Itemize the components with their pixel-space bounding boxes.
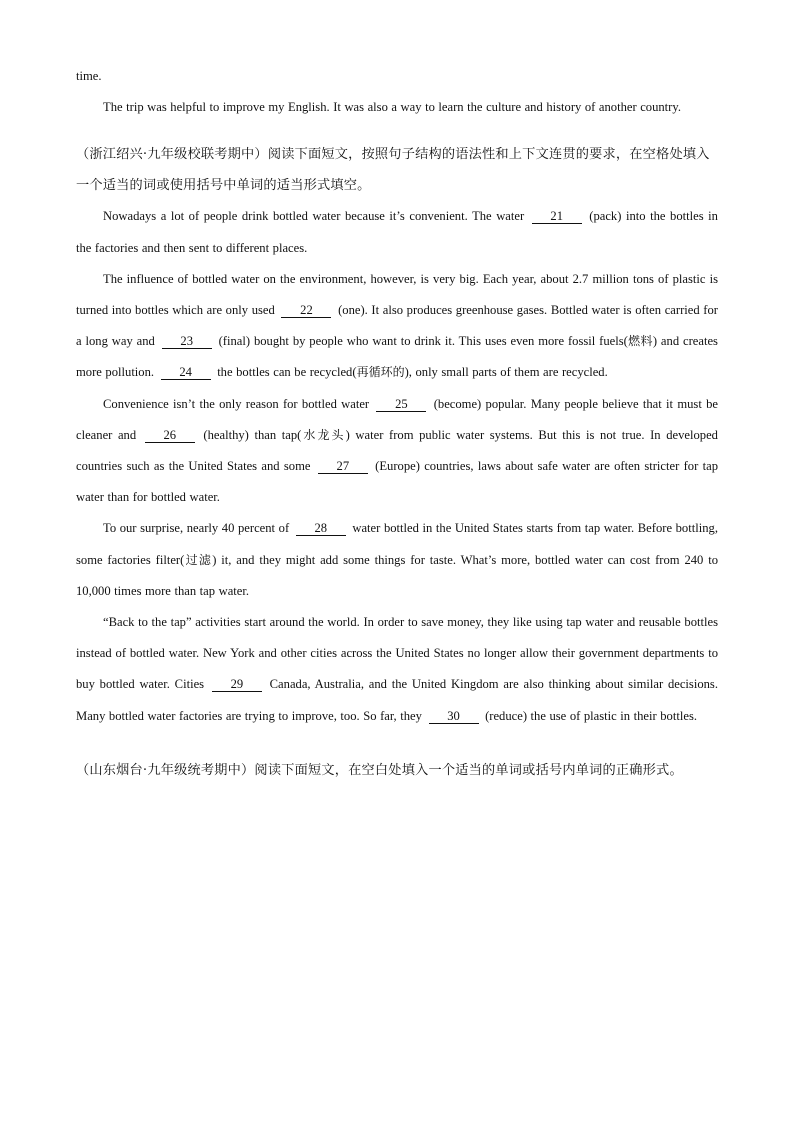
paragraph-text: ), only small parts of them are recycled. (404, 365, 608, 380)
chinese-gloss: 燃料 (627, 334, 653, 349)
paragraph-text: Canada, Australia, and the United Kingdom are also thinking about similar decisions. Many bottled water factories are trying to improve, too. So far, they (76, 677, 718, 723)
blank-23: 23 (162, 334, 212, 349)
paragraph-text: ) it, and they might add some things for taste. What’s more, bottled water can cost from 240 to 10,000 times more than tap water. (76, 552, 718, 598)
paragraph-text: ) and creates more pollution. (76, 334, 718, 380)
paragraph-text: Convenience isn’t the only reason for bottled water (103, 396, 370, 411)
blank-30: 30 (429, 709, 479, 724)
document-content (76, 61, 718, 786)
paragraph-text: (reduce) the use of plastic in their bottles. (485, 708, 697, 723)
paragraph-text: ) water from public water systems. But this is not true. In developed countries such as the United States and some (76, 427, 718, 474)
blank-29: 29 (212, 677, 262, 692)
paragraph-text: (one). It also produces greenhouse gases. Bottled water is often carried for a long way and (76, 303, 718, 349)
blank-22: 22 (281, 303, 331, 318)
passage-paragraph-2 (76, 264, 718, 389)
paragraph-text: (healthy) than tap( (203, 427, 302, 442)
blank-25: 25 (376, 397, 426, 412)
paragraph-text: The influence of bottled water on the environment, however, is very big. Each year, about 2.7 million tons of plastic is turned into bottles which are only used (76, 271, 718, 318)
passage-paragraph-1 (76, 201, 718, 263)
chinese-gloss: 再循环的 (356, 365, 405, 380)
section1-instruction: （浙江绍兴·九年级校联考期中）阅读下面短文，按照句子结构的语法性和上下文连贯的要求，在空格处填入一个适当的词或使用括号中单词的适当形式填空。 (76, 147, 710, 194)
blank-27: 27 (318, 459, 368, 474)
paragraph-text: (Europe) countries, laws about safe water are often stricter for tap water than for bottled water. (76, 459, 718, 505)
paragraph-text: “Back to the tap” activities start around the world. In order to save money, they like using tap water and reusable bottles instead of bottled water. New York and other cities across the United States no longer allow their government departments to buy bottled water. Cities (76, 615, 718, 692)
previous-passage-tail: time. (76, 69, 102, 83)
paragraph-text: (become) popular. Many people believe that it must be cleaner and (76, 396, 718, 442)
chinese-gloss: 水龙头 (301, 427, 346, 442)
paragraph-text: water bottled in the United States starts from tap water. Before bottling, some factories filter( (76, 521, 718, 567)
paragraph-text: (pack) into the bottles in the factories and then sent to different places. (76, 209, 718, 255)
paragraph-text: Nowadays a lot of people drink bottled water because it’s convenient. The water (103, 209, 525, 224)
blank-21: 21 (532, 209, 582, 224)
blank-24: 24 (161, 365, 211, 380)
passage-paragraph-4 (76, 513, 718, 607)
blank-28: 28 (296, 521, 346, 536)
passage-paragraph-5 (76, 607, 718, 732)
section2-instruction: （山东烟台·九年级统考期中）阅读下面短文，在空白处填入一个适当的单词或括号内单词的正确形式。 (76, 762, 683, 778)
paragraph-text: the bottles can be recycled( (217, 365, 357, 380)
blank-26: 26 (145, 428, 195, 443)
previous-passage-paragraph: The trip was helpful to improve my English. It was also a way to learn the culture and history of another country. (103, 100, 682, 115)
paragraph-text: (final) bought by people who want to drink it. This uses even more fossil fuels( (218, 334, 628, 349)
chinese-gloss: 过滤 (184, 552, 213, 567)
passage-paragraph-3 (76, 389, 718, 514)
paragraph-text: To our surprise, nearly 40 percent of (103, 521, 290, 536)
